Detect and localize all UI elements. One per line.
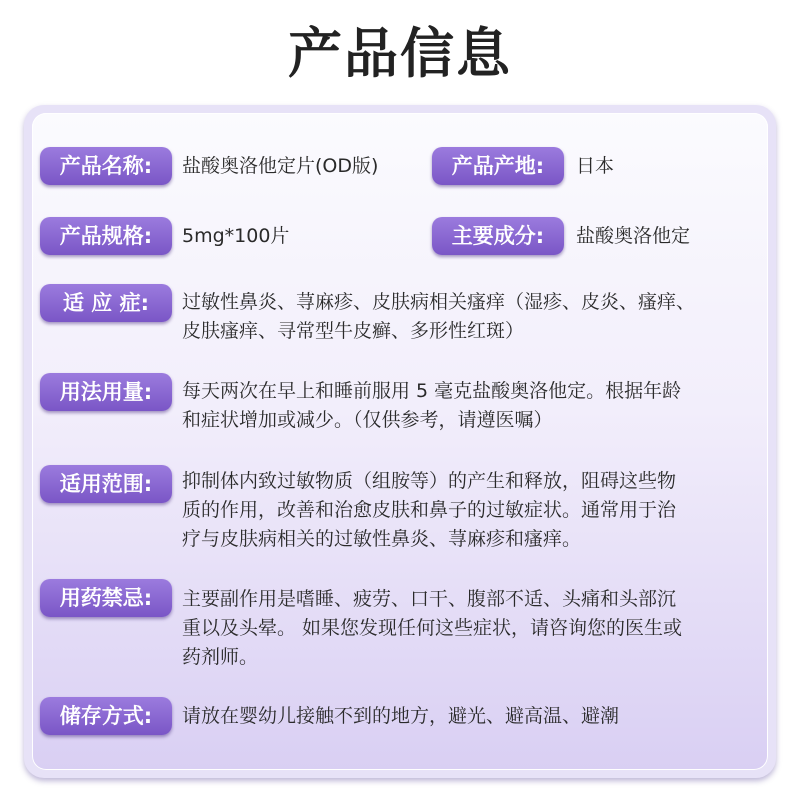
value-product-origin: 日本	[576, 155, 615, 177]
value-product-spec: 5mg*100片	[182, 225, 290, 247]
label-usage-dosage: 用法用量:	[40, 373, 172, 411]
value-scope-line: 质的作用，改善和治愈皮肤和鼻子的过敏症状。通常用于治	[182, 499, 677, 521]
value-scope-line: 抑制体内致过敏物质（组胺等）的产生和释放，阻碍这些物	[182, 470, 677, 492]
value-usage-line: 每天两次在早上和睡前服用 5 毫克盐酸奥洛他定。根据年龄	[182, 380, 682, 402]
value-contra-line: 主要副作用是嗜睡、疲劳、口干、腹部不适、头痛和头部沉	[182, 588, 677, 610]
label-product-name: 产品名称:	[40, 147, 172, 185]
value-usage-line: 和症状增加或减少。（仅供参考，请遵医嘱）	[182, 409, 553, 431]
value-main-ingredient: 盐酸奥洛他定	[576, 225, 691, 247]
value-storage-method: 请放在婴幼儿接触不到的地方，避光、避高温、避潮	[182, 705, 620, 727]
label-application-scope: 适用范围:	[40, 465, 172, 503]
label-contraindications: 用药禁忌:	[40, 579, 172, 617]
value-contra-line: 药剂师。	[182, 646, 259, 668]
page-title: 产品信息	[288, 22, 512, 85]
info-card	[24, 105, 776, 778]
label-indications: 适 应 症:	[40, 284, 172, 322]
label-product-spec: 产品规格:	[40, 217, 172, 255]
label-storage-method: 储存方式:	[40, 697, 172, 735]
label-product-origin: 产品产地:	[432, 147, 564, 185]
value-contra-line: 重以及头晕。 如果您发现任何这些症状，请咨询您的医生或	[182, 617, 683, 639]
value-indications-line: 皮肤瘙痒、寻常型牛皮癣、多形性红斑）	[182, 320, 525, 342]
info-panel	[32, 113, 768, 770]
value-scope-line: 疗与皮肤病相关的过敏性鼻炎、荨麻疹和瘙痒。	[182, 528, 582, 550]
label-main-ingredient: 主要成分:	[432, 217, 564, 255]
value-indications-line: 过敏性鼻炎、荨麻疹、皮肤病相关瘙痒（湿疹、皮炎、瘙痒、	[182, 291, 696, 313]
value-product-name: 盐酸奥洛他定片(OD版)	[182, 155, 379, 177]
